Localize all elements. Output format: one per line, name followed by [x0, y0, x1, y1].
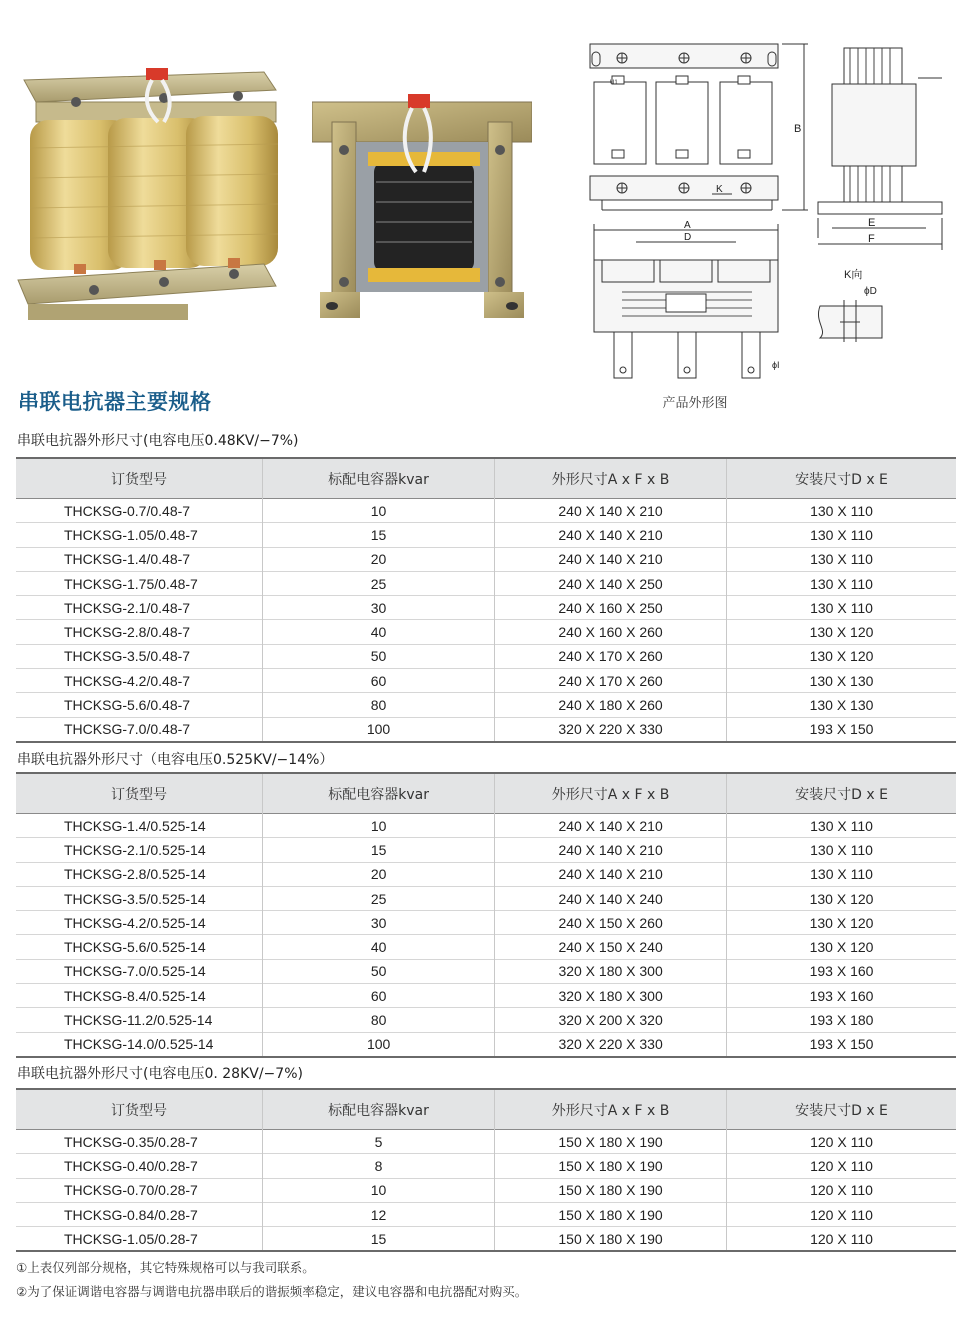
- table-row: [16, 1130, 956, 1154]
- model-cell: THCKSG-7.0/0.525-14: [16, 959, 263, 983]
- three-phase-reactor-photo: [14, 68, 280, 330]
- capacitor-cell: 40: [263, 935, 495, 959]
- mounting-cell: 130 X 110: [727, 596, 957, 620]
- single-phase-reactor-photo: [312, 92, 532, 324]
- dimensions-cell: 240 X 140 X 210: [495, 838, 727, 862]
- table-row: [16, 1202, 956, 1226]
- header-mounting: 安装尺寸D x E: [727, 458, 957, 499]
- mounting-cell: 193 X 160: [727, 959, 956, 983]
- label-k-direction: K向: [844, 269, 863, 281]
- model-cell: THCKSG-11.2/0.525-14: [16, 1008, 263, 1032]
- mounting-cell: 130 X 110: [727, 814, 956, 838]
- label-a: A: [684, 220, 691, 231]
- dimensions-cell: 240 X 140 X 210: [495, 499, 727, 523]
- dimensions-cell: 240 X 180 X 260: [495, 693, 727, 717]
- model-cell: THCKSG-1.4/0.48-7: [16, 547, 263, 571]
- mounting-cell: 120 X 110: [727, 1154, 957, 1178]
- dimensions-cell: 240 X 140 X 210: [495, 523, 727, 547]
- capacitor-cell: 15: [263, 523, 495, 547]
- note-2: ②为了保证调谐电容器与调谐电抗器串联后的谐振频率稳定，建议电容器和电抗器配对购买。: [16, 1284, 528, 1299]
- dimensions-cell: 240 X 150 X 240: [495, 935, 727, 959]
- model-cell: THCKSG-3.5/0.525-14: [16, 886, 263, 910]
- mounting-cell: 130 X 120: [727, 935, 956, 959]
- header-dimensions: 外形尺寸A x F x B: [495, 773, 727, 814]
- model-cell: THCKSG-0.84/0.28-7: [16, 1202, 263, 1226]
- table-row: [16, 886, 956, 910]
- dimensions-cell: 240 X 140 X 240: [495, 886, 727, 910]
- table-row: [16, 620, 956, 644]
- capacitor-cell: 50: [263, 644, 495, 668]
- model-cell: THCKSG-4.2/0.525-14: [16, 911, 263, 935]
- dimensions-cell: 240 X 140 X 210: [495, 547, 727, 571]
- table-row: [16, 935, 956, 959]
- table-row: [16, 1227, 956, 1252]
- mounting-cell: 193 X 180: [727, 1008, 956, 1032]
- capacitor-cell: 80: [263, 693, 495, 717]
- model-cell: THCKSG-5.6/0.525-14: [16, 935, 263, 959]
- dimensions-cell: 150 X 180 X 190: [495, 1178, 727, 1202]
- label-b: B: [794, 123, 802, 135]
- mounting-cell: 120 X 110: [727, 1178, 957, 1202]
- mounting-cell: 130 X 110: [727, 862, 956, 886]
- capacitor-cell: 30: [263, 596, 495, 620]
- table-row: [16, 644, 956, 668]
- model-cell: THCKSG-3.5/0.48-7: [16, 644, 263, 668]
- mounting-cell: 130 X 120: [727, 886, 956, 910]
- spec-table-1: [16, 457, 956, 743]
- dimensions-cell: 150 X 180 X 190: [495, 1130, 727, 1154]
- mounting-cell: 130 X 110: [727, 523, 957, 547]
- model-cell: THCKSG-0.40/0.28-7: [16, 1154, 263, 1178]
- mounting-cell: 130 X 130: [727, 693, 957, 717]
- table-row: [16, 1154, 956, 1178]
- mounting-cell: 130 X 110: [727, 838, 956, 862]
- model-cell: THCKSG-4.2/0.48-7: [16, 669, 263, 693]
- table-row: [16, 911, 956, 935]
- capacitor-cell: 8: [263, 1154, 495, 1178]
- model-cell: THCKSG-0.7/0.48-7: [64, 502, 191, 519]
- model-cell: THCKSG-0.35/0.28-7: [64, 1133, 198, 1150]
- mounting-cell: 130 X 120: [727, 644, 957, 668]
- model-cell: THCKSG-5.6/0.48-7: [16, 693, 263, 717]
- dimensions-cell: 320 X 180 X 300: [495, 959, 727, 983]
- section-title: 串联电抗器主要规格: [18, 390, 212, 414]
- note-1: ①上表仅列部分规格，其它特殊规格可以与我司联系。: [16, 1260, 315, 1275]
- model-cell: THCKSG-0.70/0.28-7: [16, 1178, 263, 1202]
- spec-table-3: [16, 1088, 956, 1252]
- dimensions-cell: 240 X 140 X 250: [495, 571, 727, 595]
- table-row: [16, 596, 956, 620]
- mounting-cell: 193 X 150: [727, 1032, 956, 1057]
- mounting-cell: 120 X 110: [727, 1130, 957, 1154]
- table-3-caption: 串联电抗器外形尺寸(电容电压0. 28KV/−7%): [17, 1066, 303, 1082]
- header-mounting: 安装尺寸D x E: [727, 773, 956, 814]
- capacitor-cell: 12: [263, 1202, 495, 1226]
- header-mounting: 安装尺寸D x E: [727, 1089, 957, 1130]
- header-model: 订货型号: [16, 1089, 263, 1130]
- dimension-drawing: [582, 38, 958, 384]
- capacitor-cell: 50: [263, 959, 495, 983]
- capacitor-cell: 25: [263, 886, 495, 910]
- header-capacitor: 标配电容器kvar: [263, 458, 495, 499]
- mounting-cell: 193 X 160: [727, 984, 956, 1008]
- label-d: D: [684, 232, 692, 243]
- dimensions-cell: 240 X 160 X 250: [495, 596, 727, 620]
- mounting-cell: 193 X 150: [727, 717, 957, 742]
- mounting-cell: 120 X 110: [727, 1227, 957, 1252]
- model-cell: THCKSG-1.75/0.48-7: [16, 571, 263, 595]
- label-k: K: [716, 184, 723, 195]
- table-1-caption: 串联电抗器外形尺寸(电容电压0.48KV/−7%): [17, 433, 299, 449]
- capacitor-cell: 25: [263, 571, 495, 595]
- mounting-cell: 130 X 110: [727, 499, 957, 523]
- mounting-cell: 130 X 130: [727, 669, 957, 693]
- dimensions-cell: 320 X 220 X 330: [495, 1032, 727, 1057]
- dimensions-cell: 320 X 200 X 320: [495, 1008, 727, 1032]
- capacitor-cell: 80: [263, 1008, 495, 1032]
- mounting-cell: 130 X 110: [727, 547, 957, 571]
- dimensions-cell: 320 X 180 X 300: [495, 984, 727, 1008]
- label-phi-d: ϕD: [864, 286, 877, 297]
- table-row: [16, 717, 956, 742]
- header-capacitor: 标配电容器kvar: [263, 1089, 495, 1130]
- dimensions-cell: 150 X 180 X 190: [495, 1227, 727, 1252]
- capacitor-cell: 30: [263, 911, 495, 935]
- mounting-cell: 120 X 110: [727, 1202, 957, 1226]
- header-dimensions: 外形尺寸A x F x B: [495, 458, 727, 499]
- spec-table-2: [16, 772, 956, 1058]
- drawing-caption: 产品外形图: [662, 396, 728, 411]
- capacitor-cell: 15: [263, 1227, 495, 1252]
- header-model: 订货型号: [16, 773, 263, 814]
- table-row: [16, 838, 956, 862]
- capacitor-cell: 10: [263, 1178, 495, 1202]
- model-cell: THCKSG-14.0/0.525-14: [16, 1032, 263, 1057]
- dimensions-cell: 320 X 220 X 330: [495, 717, 727, 742]
- table-row: [16, 547, 956, 571]
- table-row: [16, 984, 956, 1008]
- dimensions-cell: 240 X 140 X 210: [495, 862, 727, 886]
- dimensions-cell: 240 X 150 X 260: [495, 911, 727, 935]
- table-row: [16, 959, 956, 983]
- label-phi-i: ϕI: [772, 360, 780, 370]
- table-row: [16, 571, 956, 595]
- label-f: F: [868, 233, 875, 245]
- dimensions-cell: 240 X 160 X 260: [495, 620, 727, 644]
- header-capacitor: 标配电容器kvar: [263, 773, 495, 814]
- mounting-cell: 130 X 120: [727, 620, 957, 644]
- table-row: [16, 814, 956, 838]
- model-cell: THCKSG-2.1/0.48-7: [16, 596, 263, 620]
- capacitor-cell: 5: [263, 1130, 495, 1154]
- label-e: E: [868, 217, 876, 229]
- header-dimensions: 外形尺寸A x F x B: [495, 1089, 727, 1130]
- dimensions-cell: 150 X 180 X 190: [495, 1202, 727, 1226]
- dimensions-cell: 240 X 170 X 260: [495, 644, 727, 668]
- svg-text:U1: U1: [610, 80, 618, 86]
- mounting-cell: 130 X 120: [727, 911, 956, 935]
- model-cell: THCKSG-2.1/0.525-14: [16, 838, 263, 862]
- table-row: [16, 669, 956, 693]
- capacitor-cell: 10: [263, 499, 495, 523]
- dimensions-cell: 150 X 180 X 190: [495, 1154, 727, 1178]
- table-row: [16, 1008, 956, 1032]
- capacitor-cell: 60: [263, 669, 495, 693]
- table-2-caption: 串联电抗器外形尺寸（电容电压0.525KV/−14%）: [17, 752, 334, 768]
- capacitor-cell: 20: [263, 862, 495, 886]
- table-row: [16, 693, 956, 717]
- model-cell: THCKSG-1.05/0.48-7: [16, 523, 263, 547]
- table-row: [16, 862, 956, 886]
- dimensions-cell: 240 X 140 X 210: [495, 814, 727, 838]
- model-cell: THCKSG-7.0/0.48-7: [16, 717, 263, 742]
- capacitor-cell: 20: [263, 547, 495, 571]
- capacitor-cell: 100: [263, 717, 495, 742]
- model-cell: THCKSG-2.8/0.525-14: [16, 862, 263, 886]
- model-cell: THCKSG-1.05/0.28-7: [16, 1227, 263, 1252]
- header-model: 订货型号: [16, 458, 263, 499]
- table-row: [16, 1178, 956, 1202]
- capacitor-cell: 15: [263, 838, 495, 862]
- mounting-cell: 130 X 110: [727, 571, 957, 595]
- capacitor-cell: 10: [263, 814, 495, 838]
- table-row: [16, 1032, 956, 1057]
- capacitor-cell: 40: [263, 620, 495, 644]
- dimensions-cell: 240 X 170 X 260: [495, 669, 727, 693]
- table-row: [16, 499, 956, 523]
- model-cell: THCKSG-8.4/0.525-14: [16, 984, 263, 1008]
- model-cell: THCKSG-2.8/0.48-7: [16, 620, 263, 644]
- capacitor-cell: 60: [263, 984, 495, 1008]
- model-cell: THCKSG-1.4/0.525-14: [64, 817, 206, 834]
- capacitor-cell: 100: [263, 1032, 495, 1057]
- table-row: [16, 523, 956, 547]
